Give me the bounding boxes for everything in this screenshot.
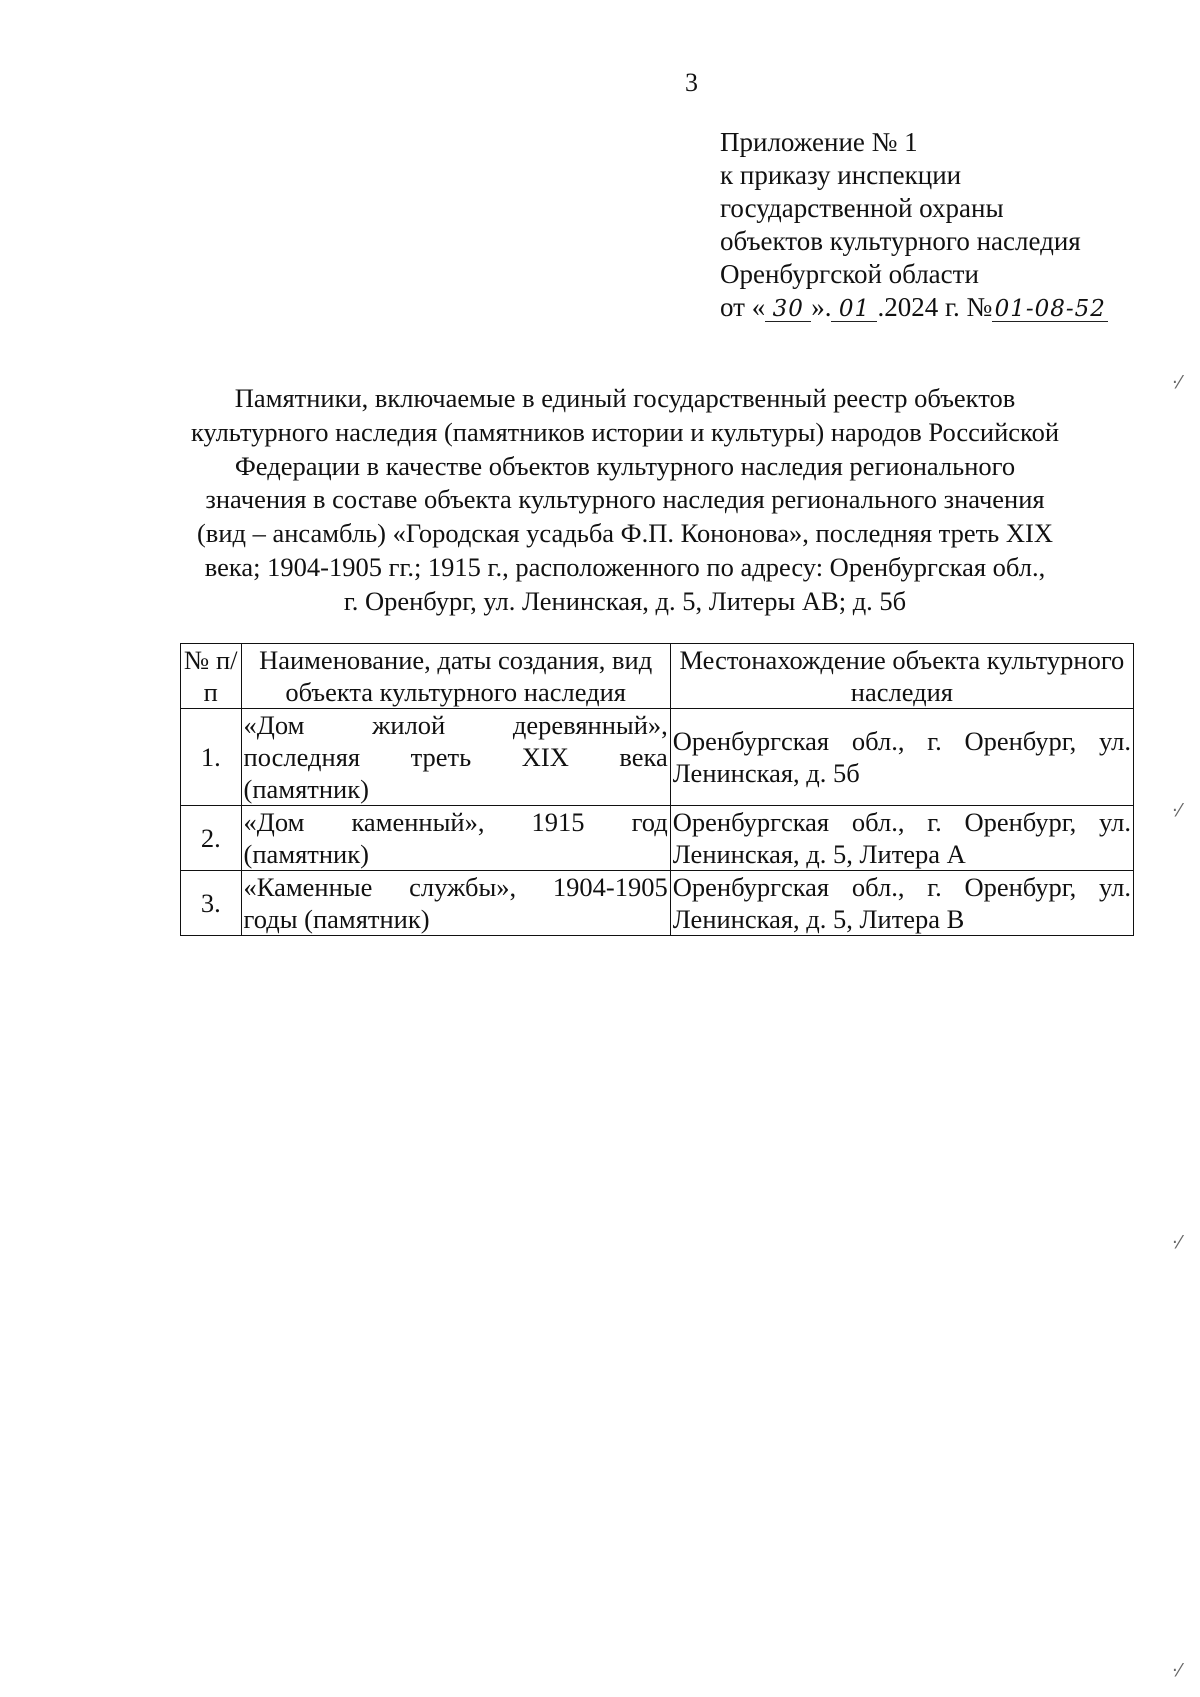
appendix-line-2: к приказу инспекции — [720, 160, 962, 190]
date-mid: ». — [811, 292, 832, 322]
scan-speck: ·⁄ — [1172, 1232, 1181, 1253]
row-location: Оренбургская обл., г. Оренбург, ул. Ленинская, д. 5, Литера А — [670, 806, 1133, 871]
appendix-header — [720, 126, 1108, 324]
table-row — [181, 709, 1134, 806]
handwritten-day: 30 — [765, 297, 811, 322]
table-row — [181, 871, 1134, 936]
appendix-line-1: Приложение № 1 — [720, 127, 918, 157]
appendix-line-3: государственной охраны — [720, 193, 1004, 223]
title-line: культурного наследия (памятников истории и культуры) народов Российской — [190, 416, 1060, 447]
table-header-row — [181, 644, 1134, 709]
title-line: г. Оренбург, ул. Ленинская, д. 5, Литеры АВ; д. 5б — [343, 585, 907, 616]
row-name: «Дом жилой деревянный», последняя треть XIX века (памятник) — [241, 709, 670, 806]
scan-speck: ·⁄ — [1172, 372, 1181, 393]
table-row — [181, 806, 1134, 871]
scan-speck: ·⁄ — [1172, 1660, 1181, 1681]
title-line: Памятники, включаемые в единый государственный реестр объектов — [234, 383, 1016, 413]
scan-speck: ·⁄ — [1172, 800, 1181, 821]
header-name: Наименование, даты создания, вид объекта культурного наследия — [241, 644, 670, 709]
title-line: значения в составе объекта культурного наследия регионального значения — [205, 484, 1045, 515]
title-line: века; 1904-1905 гг.; 1915 г., расположенного по адресу: Оренбургская обл., — [204, 551, 1046, 582]
appendix-line-5: Оренбургской области — [720, 259, 979, 289]
title-line: Федерации в качестве объектов культурного наследия регионального — [234, 450, 1016, 481]
title-line: (вид – ансамбль) «Городская усадьба Ф.П. Кононова», последняя треть XIX — [196, 518, 1053, 549]
row-num: 3. — [181, 871, 242, 936]
appendix-date-line — [720, 291, 1108, 324]
row-num: 1. — [181, 709, 242, 806]
row-location: Оренбургская обл., г. Оренбург, ул. Ленинская, д. 5б — [670, 709, 1133, 806]
row-name: «Каменные службы», 1904-1905 годы (памятник) — [241, 871, 670, 936]
row-num: 2. — [181, 806, 242, 871]
appendix-line-4: объектов культурного наследия — [720, 226, 1081, 256]
header-num: № п/п — [181, 644, 242, 709]
document-title — [150, 382, 1100, 619]
handwritten-month: 01 — [831, 297, 877, 322]
date-prefix: от « — [720, 292, 766, 322]
row-name: «Дом каменный», 1915 год (памятник) — [241, 806, 670, 871]
date-suffix: .2024 г. № — [877, 292, 993, 322]
header-location: Местонахождение объекта культурного наследия — [670, 644, 1133, 709]
handwritten-order-number: 01-08-52 — [992, 297, 1108, 322]
page-number: 3 — [685, 68, 698, 97]
row-location: Оренбургская обл., г. Оренбург, ул. Ленинская, д. 5, Литера В — [670, 871, 1133, 936]
monuments-table — [180, 643, 1134, 936]
